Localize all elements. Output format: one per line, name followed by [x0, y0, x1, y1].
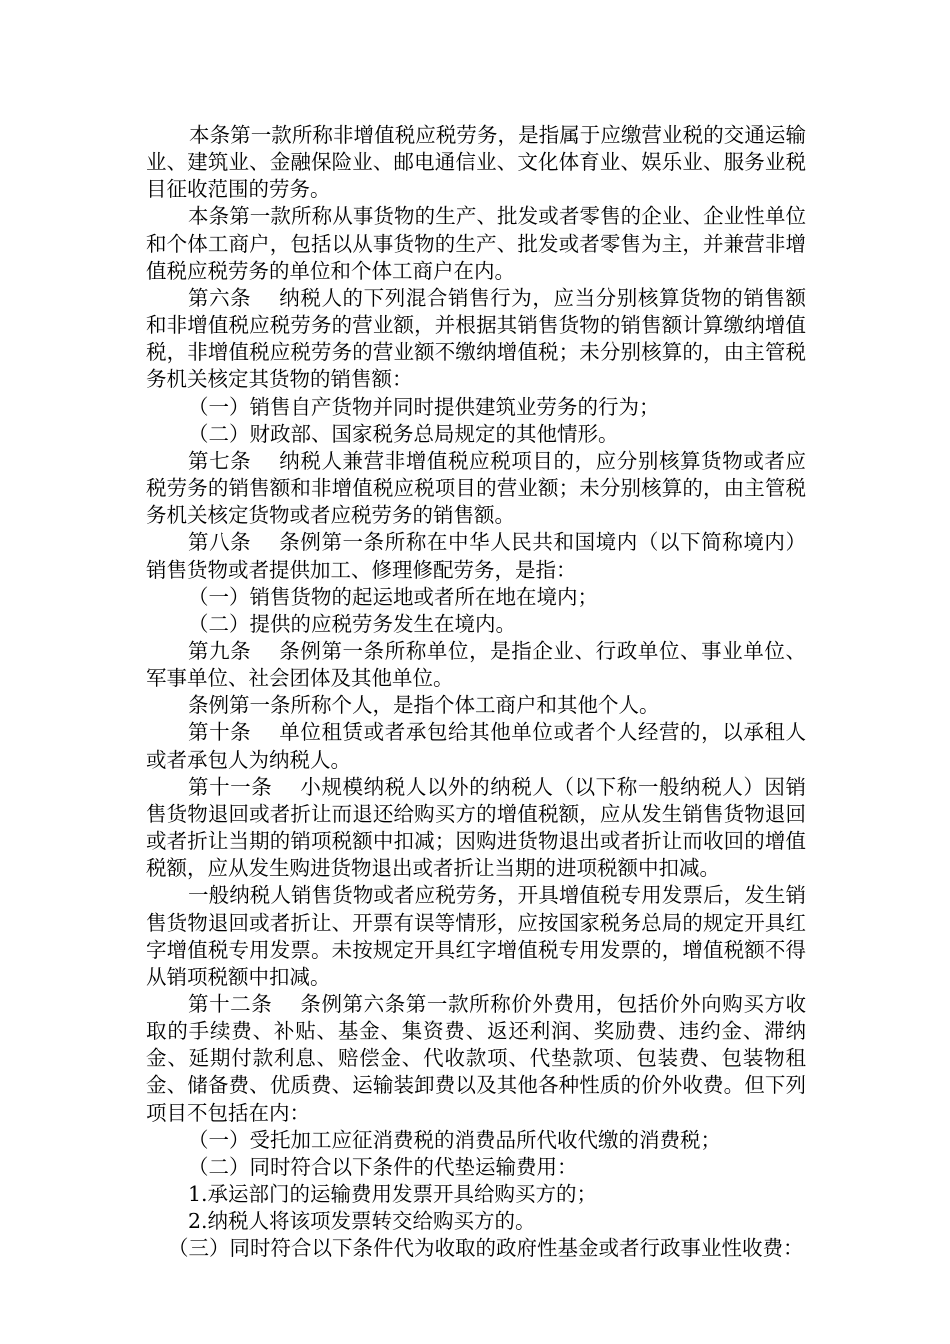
- sub-list-item: [146, 1181, 806, 1208]
- paragraph-text: 纳税人的下列混合销售行为，应当分别核算货物的销售额和非增值税应税劳务的营业额，并根据其销售货物的销售额计算缴纳增值税，非增值税应税劳务的营业额不缴纳增值税；未分别核算的，由主管税务机关核定其货物的销售额：: [146, 285, 807, 392]
- article-number: 第七条: [188, 448, 252, 473]
- article-11: [146, 774, 806, 883]
- list-item: [146, 584, 806, 611]
- paragraph-text: 单位租赁或者承包给其他单位或者个人经营的，以承租人或者承包人为纳税人。: [146, 720, 807, 772]
- sub-list-item: [146, 1208, 806, 1235]
- article-number: 第十二条: [188, 992, 273, 1016]
- article-8: [146, 529, 806, 583]
- article-9: [146, 638, 806, 692]
- article-6: [146, 285, 806, 394]
- article-number: 第六条: [188, 285, 252, 310]
- list-item: [146, 1154, 806, 1181]
- list-item: [146, 394, 806, 421]
- article-10: [146, 719, 806, 773]
- paragraph-text: 条例第六条第一款所称价外费用，包括价外向购买方收取的手续费、补贴、基金、集资费、返还利润、奖励费、违约金、滞纳金、延期付款利息、赔偿金、代收款项、代垫款项、包装费、包装物租金、储备费、优质费、运输装卸费以及其他各种性质的价外收费。但下列项目不包括在内：: [146, 992, 807, 1125]
- paragraph-text: 纳税人兼营非增值税应税项目的，应分别核算货物或者应税劳务的销售额和非增值税应税项目的营业额；未分别核算的，由主管税务机关核定货物或者应税劳务的销售额。: [146, 448, 807, 528]
- paragraph-text: 条例第一条所称在中华人民共和国境内（以下简称境内）销售货物或者提供加工、修理修配劳务，是指：: [146, 530, 807, 582]
- list-item: [146, 1235, 806, 1262]
- paragraph-text: 一般纳税人销售货物或者应税劳务，开具增值税专用发票后，发生销售货物退回或者折让、开票有误等情形，应按国家税务总局的规定开具红字增值税专用发票。未按规定开具红字增值税专用发票的，增值税额不得从销项税额中扣减。: [146, 883, 806, 989]
- paragraph-text: （二）同时符合以下条件的代垫运输费用：: [188, 1154, 578, 1179]
- paragraph-text: 条例第一条所称个人，是指个体工商户和其他个人。: [188, 693, 660, 718]
- paragraph-text: （一）受托加工应征消费税的消费品所代收代缴的消费税；: [188, 1127, 721, 1152]
- paragraph-1: [146, 122, 806, 203]
- paragraph-text: 本条第一款所称从事货物的生产、批发或者零售的企业、企业性单位和个体工商户，包括以从事货物的生产、批发或者零售为主，并兼营非增值税应税劳务的单位和个体工商户在内。: [146, 204, 806, 283]
- paragraph-text: 本条第一款所称非增值税应税劳务，是指属于应缴营业税的交通运输业、建筑业、金融保险业、邮电通信业、文化体育业、娱乐业、服务业税目征收范围的劳务。: [146, 123, 806, 202]
- list-item: [146, 1127, 806, 1154]
- list-item: [146, 611, 806, 638]
- paragraph-text: （二）财政部、国家税务总局规定的其他情形。: [188, 421, 619, 446]
- paragraph-2: [146, 203, 806, 284]
- paragraph-text: 1.承运部门的运输费用发票开具给购买方的；: [188, 1182, 598, 1207]
- article-12: [146, 991, 806, 1127]
- paragraph-text: 2.纳税人将该项发票转交给购买方的。: [188, 1209, 536, 1234]
- article-number: 第十条: [188, 720, 252, 745]
- paragraph-text: （三）同时符合以下条件代为收取的政府性基金或者行政事业性收费：: [168, 1236, 804, 1261]
- list-item: [146, 421, 806, 448]
- paragraph-text: 小规模纳税人以外的纳税人（以下称一般纳税人）因销售货物退回或者折让而退还给购买方的增值税额，应从发生销售货物退回或者折让当期的销项税额中扣减；因购进货物退出或者折让而收回的增值税额，应从发生购进货物退出或者折让当期的进项税额中扣减。: [146, 774, 807, 881]
- paragraph-text: 条例第一条所称单位，是指企业、行政单位、事业单位、军事单位、社会团体及其他单位。: [146, 638, 807, 691]
- paragraph-text-block: [146, 882, 806, 991]
- document-page: [146, 122, 806, 1263]
- article-number: 第十一条: [188, 774, 273, 799]
- paragraph-text: （二）提供的应税劳务发生在境内。: [188, 611, 516, 636]
- paragraph-text-block: [146, 692, 806, 719]
- article-number: 第八条: [188, 530, 252, 555]
- article-7: [146, 448, 806, 529]
- paragraph-text: （一）销售自产货物并同时提供建筑业劳务的行为；: [188, 394, 660, 419]
- paragraph-text: （一）销售货物的起运地或者所在地在境内；: [188, 584, 598, 609]
- article-number: 第九条: [188, 638, 252, 663]
